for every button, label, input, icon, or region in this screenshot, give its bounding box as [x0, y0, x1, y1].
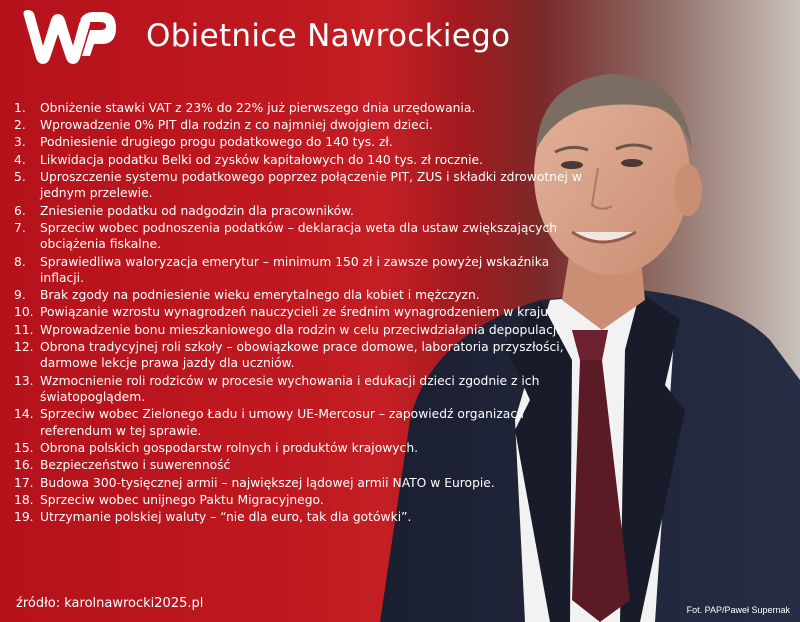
list-item-number: 12.	[14, 339, 34, 354]
list-item-number: 19.	[14, 509, 34, 524]
list-item	[14, 304, 584, 321]
list-item-number: 16.	[14, 458, 34, 473]
list-item-number: 5.	[14, 169, 26, 184]
promise-list	[14, 100, 584, 526]
list-item-text: Bezpieczeństwo i suwerenność	[40, 458, 231, 473]
list-item-text: Utrzymanie polskiej waluty – “nie dla euro, tak dla gotówki”.	[40, 509, 412, 524]
list-item-text: Powiązanie wzrostu wynagrodzeń nauczycieli ze średnim wynagrodzeniem w kraju.	[40, 305, 552, 320]
list-item-text: Wzmocnienie roli rodziców w procesie wychowania i edukacji dzieci zgodnie z ich światopoglądem.	[40, 373, 540, 405]
list-item	[14, 254, 584, 287]
list-item-number: 14.	[14, 407, 34, 422]
list-item-number: 4.	[14, 152, 26, 167]
list-item	[14, 440, 584, 457]
list-item	[14, 203, 584, 220]
list-item	[14, 322, 584, 339]
photo-credit: Fot. PAP/Paweł Supernak	[686, 605, 790, 615]
list-item	[14, 100, 584, 117]
list-item-text: Sprzeciw wobec podnoszenia podatków – deklaracja weta dla ustaw zwiększających obciążenia fiskalne.	[40, 220, 557, 252]
list-item-number: 18.	[14, 492, 34, 507]
list-item-text: Obrona tradycyjnej roli szkoły – obowiązkowe prace domowe, laboratoria przyszłości, darmowe lekcje prawa jazdy dla uczniów.	[40, 339, 564, 371]
list-item	[14, 509, 584, 526]
source-text: źródło: karolnawrocki2025.pl	[16, 596, 204, 611]
list-item-text: Wprowadzenie 0% PIT dla rodzin z co najmniej dwojgiem dzieci.	[40, 118, 433, 133]
list-item	[14, 287, 584, 304]
list-item-text: Likwidacja podatku Belki od zysków kapitałowych do 140 tys. zł rocznie.	[40, 152, 484, 167]
list-item	[14, 152, 584, 169]
list-item	[14, 457, 584, 474]
list-item-number: 1.	[14, 101, 26, 115]
list-item-text: Zniesienie podatku od nadgodzin dla pracowników.	[40, 203, 354, 218]
list-item-number: 3.	[14, 135, 26, 150]
wp-logo-icon	[18, 6, 118, 68]
page-title: Obietnice Nawrockiego	[146, 18, 511, 54]
list-item	[14, 339, 584, 372]
list-item-text: Sprawiedliwa waloryzacja emerytur – minimum 150 zł i zawsze powyżej wskaźnika inflacji.	[40, 254, 550, 286]
list-item-text: Brak zgody na podniesienie wieku emerytalnego dla kobiet i mężczyzn.	[40, 288, 480, 303]
list-item-text: Obrona polskich gospodarstw rolnych i produktów krajowych.	[40, 441, 419, 456]
list-item-number: 11.	[14, 322, 34, 337]
list-item	[14, 406, 584, 439]
list-item-number: 13.	[14, 373, 34, 388]
list-item-text: Sprzeciw wobec Zielonego Ładu i umowy UE-Mercosur – zapowiedź organizacji referendum w tej sprawie.	[40, 407, 524, 438]
list-item-text: Uproszczenie systemu podatkowego poprzez połączenie PIT, ZUS i składki zdrowotnej w jednym przelewie.	[40, 169, 582, 201]
list-item-text: Sprzeciw wobec unijnego Paktu Migracyjnego.	[40, 492, 324, 507]
list-item-number: 6.	[14, 203, 26, 218]
list-item-number: 8.	[14, 254, 26, 269]
list-item-number: 9.	[14, 288, 26, 303]
list-item-text: Wprowadzenie bonu mieszkaniowego dla rodzin w celu przeciwdziałania depopulacji.	[40, 322, 564, 337]
list-item-number: 2.	[14, 118, 26, 133]
list-item	[14, 220, 584, 253]
list-item	[14, 492, 584, 509]
list-item	[14, 117, 584, 134]
list-item	[14, 134, 584, 151]
list-item-text: Obniżenie stawki VAT z 23% do 22% już pierwszego dnia urzędowania.	[40, 101, 476, 115]
list-item-number: 10.	[14, 305, 34, 320]
list-item	[14, 475, 584, 492]
list-item-number: 7.	[14, 220, 26, 235]
list-item-text: Budowa 300-tysięcznej armii – największej lądowej armii NATO w Europie.	[40, 475, 495, 490]
list-item	[14, 373, 584, 406]
list-item-number: 15.	[14, 441, 34, 456]
list-item	[14, 169, 584, 202]
list-item-number: 17.	[14, 475, 34, 490]
list-item-text: Podniesienie drugiego progu podatkowego do 140 tys. zł.	[40, 135, 393, 150]
